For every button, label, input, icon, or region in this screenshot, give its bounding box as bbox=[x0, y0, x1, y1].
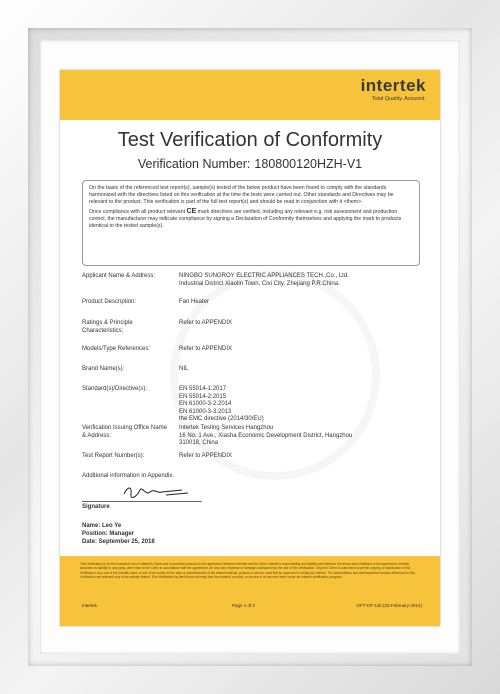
footer-form-code: GFT-CP-11b (22-February-2014) bbox=[356, 603, 422, 608]
brand-row bbox=[82, 366, 420, 374]
standard-item: EN 55014-1:2017 bbox=[179, 386, 227, 392]
intertek-logo bbox=[361, 76, 426, 103]
intro-paragraph-2 bbox=[89, 209, 413, 229]
report-label: Test Report Number(s): bbox=[82, 453, 145, 459]
brand-label: Brand Name(s): bbox=[82, 366, 125, 372]
handwritten-signature bbox=[122, 482, 192, 502]
standards-row bbox=[82, 386, 420, 424]
ratings-value: Refer to APPENDIX bbox=[179, 320, 233, 326]
standard-item: the EMC directive (2014/30/EU) bbox=[179, 416, 264, 422]
footer-page: Page 1 of 2 bbox=[232, 603, 256, 608]
standard-item: EN 61000-3-2:2014 bbox=[179, 401, 232, 407]
applicant-line-1: NINGBO SUNGROY ELECTRIC APPLIANCES TECH.,Co., Ltd. bbox=[179, 273, 349, 279]
issuer-line-1: Intertek Testing Services Hangzhou bbox=[179, 425, 274, 431]
signer-name: Name: Leo Ye bbox=[82, 523, 122, 529]
signer-block bbox=[82, 522, 155, 546]
issuer-line-3: 310018, China bbox=[179, 440, 219, 446]
intro-p2-end: mark directives are verified, including any relevant e.g. risk assessment and production control, the manufacturer may indicate compliance by signing a Declaration of Conformity themselves and applying the mark to products identical to the tested sample(s). bbox=[89, 209, 402, 229]
standards-label: Standard(s)/Directive(s): bbox=[82, 386, 148, 392]
signer-position: Position: Manager bbox=[82, 531, 135, 537]
signer-date: Date: September 25, 2018 bbox=[82, 539, 155, 545]
brand-value: NIL bbox=[179, 366, 189, 372]
additional-info: Additional information in Appendix. bbox=[82, 473, 175, 479]
issuer-line-2: 16 No. 1 Ave., Xiasha Economic Development District, Hangzhou bbox=[179, 432, 353, 439]
product-value: Fan Heater bbox=[179, 299, 210, 305]
issuer-label: Verification Issuing Office Name & Address: bbox=[82, 425, 167, 439]
models-row bbox=[82, 346, 420, 354]
footer-left: Intertek bbox=[82, 603, 98, 608]
standard-item: EN 55014-2:2015 bbox=[179, 393, 227, 400]
signature-line bbox=[82, 501, 202, 502]
product-label: Product Description: bbox=[82, 299, 137, 305]
certificate-document bbox=[60, 70, 440, 626]
signature-label: Signature bbox=[82, 504, 110, 510]
logo-word: intertek bbox=[360, 76, 426, 95]
applicant-row bbox=[82, 273, 420, 288]
issuer-value bbox=[179, 425, 420, 448]
intro-p2-start: Once compliance with all product relevant bbox=[89, 209, 186, 216]
applicant-line-2: Industrial District Xiaolin Town, Cixi City, Zhejiang P.R.China. bbox=[179, 280, 340, 287]
ratings-label: Ratings & Principle Characteristics: bbox=[82, 320, 133, 334]
disclaimer-text: This Verification is for the exclusive use of Intertek's Client and is provided pursuant to the agreement between Intertek and its Client. Intertek's responsibility and liability are limited to the terms and conditions of the agreement. Intertek assumes no liability to any party, other than to the Client in accordance with the agreement, for any loss, expense or damage occasioned by the use of this Verification. Only the Client is authorized to permit copying or distribution of this Verification. Any use of the Intertek name or one of its marks for the sale or advertisement of the tested material, product or service must first be approved in writing by Intertek. The observations and test/inspection results referenced in this Verification are relevant only to the sample tested. This Verification by itself does not imply that the material, product, or service is or has ever been under an Intertek certification program. bbox=[80, 562, 415, 579]
document-title: Test Verification of Conformity bbox=[117, 129, 383, 151]
product-row bbox=[82, 299, 420, 307]
ce-mark-icon: CE bbox=[186, 208, 197, 216]
verification-label: Verification Number: bbox=[137, 157, 251, 171]
issuer-row bbox=[82, 425, 420, 448]
standards-list bbox=[179, 386, 420, 424]
intro-paragraph-1: On the basis of the referenced test report(s), sample(s) tested of the below product have been found to comply with the standards harmonized with the directives listed on this verification at the time the tests were carried out. Other standards and Directives may be relevant to the product. This verification is part of the full test report(s) and should be read in conjunction with it <them>. bbox=[89, 185, 394, 205]
verification-value: 180800120HZH-V1 bbox=[254, 157, 363, 171]
report-value: Refer to APPENDIX bbox=[179, 453, 233, 459]
ratings-row bbox=[82, 320, 420, 335]
standard-item: EN 61000-3-3:2013 bbox=[179, 408, 232, 415]
report-row bbox=[82, 453, 420, 461]
logo-tagline: Total Quality. Assured. bbox=[371, 96, 426, 102]
applicant-value bbox=[179, 273, 420, 288]
intro-box bbox=[82, 180, 420, 266]
applicant-label: Applicant Name & Address: bbox=[82, 273, 156, 279]
models-value: Refer to APPENDIX bbox=[179, 346, 233, 352]
verification-number bbox=[60, 156, 440, 172]
models-label: Models/Type References: bbox=[82, 346, 151, 352]
